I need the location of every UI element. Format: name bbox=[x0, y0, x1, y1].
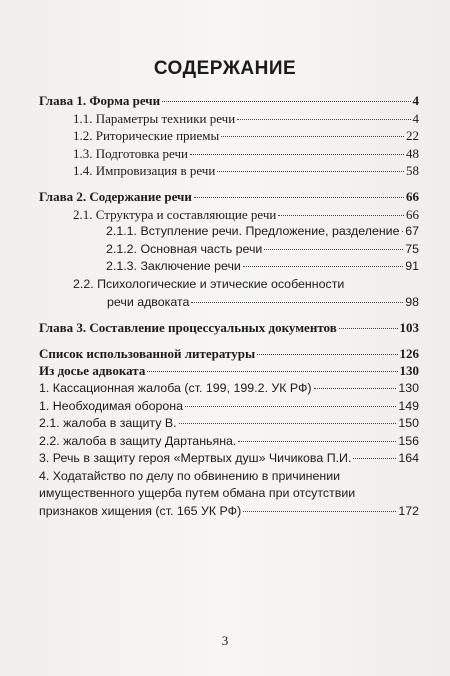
toc-entry bbox=[39, 258, 419, 276]
dot-leader bbox=[147, 370, 397, 372]
dot-leader bbox=[191, 301, 403, 303]
toc-entry bbox=[39, 145, 419, 163]
toc-entry-page: 156 bbox=[398, 433, 419, 448]
page-number: 3 bbox=[221, 633, 229, 648]
toc-entry-label: 2.1. жалоба в защиту В. bbox=[39, 416, 177, 431]
toc-entry-label-line: 4. Ходатайство по делу по обвинению в причинении bbox=[39, 468, 341, 483]
toc-entry-label: Из досье адвоката bbox=[39, 363, 146, 379]
dot-leader bbox=[162, 100, 410, 102]
toc-entry-page: 48 bbox=[406, 145, 419, 161]
toc-entry-label: 2.2. жалоба в защиту Дартаньяна. bbox=[39, 433, 237, 448]
toc-entry-page: 67 bbox=[405, 224, 419, 239]
toc-entry-page: 150 bbox=[398, 416, 419, 431]
toc-entry-label-line: речи адвоката bbox=[107, 294, 190, 309]
dot-leader bbox=[217, 170, 404, 172]
dot-leader bbox=[185, 405, 396, 407]
toc-entry-label-line: имущественного ущерба путем обмана при отсутствии bbox=[39, 486, 356, 501]
dot-leader bbox=[402, 230, 404, 232]
toc-entry-label: 2.1.2. Основная часть речи bbox=[106, 241, 263, 256]
toc-entry bbox=[39, 450, 419, 468]
toc-entry-label: 1.4. Импровизация в речи bbox=[73, 163, 216, 179]
toc-entry-label-line: признаков хищения (ст. 165 УК РФ) bbox=[39, 504, 242, 519]
toc-entry-page: 22 bbox=[406, 128, 419, 144]
toc-entry-page: 126 bbox=[399, 345, 419, 361]
dot-leader bbox=[238, 440, 396, 442]
toc-entry-page: 58 bbox=[406, 163, 419, 179]
toc-entry-page: 172 bbox=[398, 504, 419, 519]
toc-entry-page: 98 bbox=[405, 294, 419, 309]
dot-leader bbox=[339, 327, 398, 329]
toc-entry-page: 149 bbox=[398, 398, 419, 413]
dot-leader bbox=[237, 118, 410, 120]
page-title: СОДЕРЖАНИЕ bbox=[153, 58, 297, 79]
toc-entry-page: 130 bbox=[399, 363, 419, 379]
toc-entry-label: Глава 1. Форма речи bbox=[39, 93, 161, 108]
dot-leader bbox=[179, 422, 397, 424]
dot-leader bbox=[278, 214, 404, 216]
toc-entry bbox=[39, 319, 419, 337]
toc-entry bbox=[39, 276, 419, 311]
toc-entry-label: 3. Речь в защиту героя «Мертвых душ» Чичикова П.И. bbox=[39, 451, 352, 466]
table-of-contents bbox=[39, 92, 419, 521]
dot-leader bbox=[243, 510, 396, 512]
toc-entry-label: 2.1.3. Заключение речи bbox=[106, 259, 241, 274]
dot-leader bbox=[264, 248, 403, 250]
toc-entry-page: 66 bbox=[406, 206, 419, 222]
toc-entry-page: 4 bbox=[412, 93, 419, 108]
dot-leader bbox=[190, 153, 404, 155]
toc-entry bbox=[39, 188, 419, 206]
toc-entry bbox=[39, 398, 419, 416]
toc-entry-label: 1. Кассационная жалоба (ст. 199, 199.2. УК РФ) bbox=[39, 380, 312, 395]
toc-entry-page: 75 bbox=[405, 241, 419, 256]
toc-entry-label: 1.1. Параметры техники речи bbox=[73, 110, 236, 126]
toc-entry bbox=[39, 415, 419, 433]
toc-entry-label: 1. Необходимая оборона bbox=[39, 398, 183, 413]
toc-entry bbox=[39, 433, 419, 451]
toc-entry-label: 2.1.1. Вступление речи. Предложение, разделение bbox=[106, 224, 400, 239]
toc-entry-page: 91 bbox=[405, 259, 419, 274]
toc-entry-page: 103 bbox=[399, 320, 419, 336]
toc-entry-label: 1.3. Подготовка речи bbox=[73, 145, 188, 161]
dot-leader bbox=[243, 265, 403, 267]
toc-entry bbox=[39, 380, 419, 398]
toc-entry-label: Глава 3. Составление процессуальных документов bbox=[39, 320, 337, 336]
toc-entry bbox=[39, 468, 419, 521]
toc-entry-label: Глава 2. Содержание речи bbox=[39, 188, 192, 204]
toc-entry-page: 130 bbox=[398, 380, 419, 395]
toc-entry-label: 1.2. Риторические приемы bbox=[73, 128, 220, 144]
toc-entry bbox=[39, 206, 419, 224]
toc-entry bbox=[39, 223, 419, 241]
toc-entry-page: 164 bbox=[398, 451, 419, 466]
toc-entry bbox=[39, 127, 419, 145]
toc-entry-page: 4 bbox=[412, 110, 419, 126]
dot-leader bbox=[221, 135, 404, 137]
toc-entry bbox=[39, 110, 419, 128]
toc-entry bbox=[39, 162, 419, 180]
dot-leader bbox=[353, 457, 396, 459]
toc-entry bbox=[39, 345, 419, 363]
toc-entry bbox=[39, 362, 419, 380]
toc-entry-label-line: 2.2. Психологические и этические особенности bbox=[73, 276, 345, 291]
toc-entry bbox=[39, 241, 419, 259]
dot-leader bbox=[194, 196, 404, 198]
dot-leader bbox=[314, 387, 397, 389]
toc-entry-label: Список использованной литературы bbox=[39, 345, 256, 361]
toc-entry bbox=[39, 92, 419, 110]
toc-entry-page: 66 bbox=[406, 188, 419, 204]
toc-entry-label: 2.1. Структура и составляющие речи bbox=[73, 206, 277, 222]
dot-leader bbox=[257, 353, 397, 355]
